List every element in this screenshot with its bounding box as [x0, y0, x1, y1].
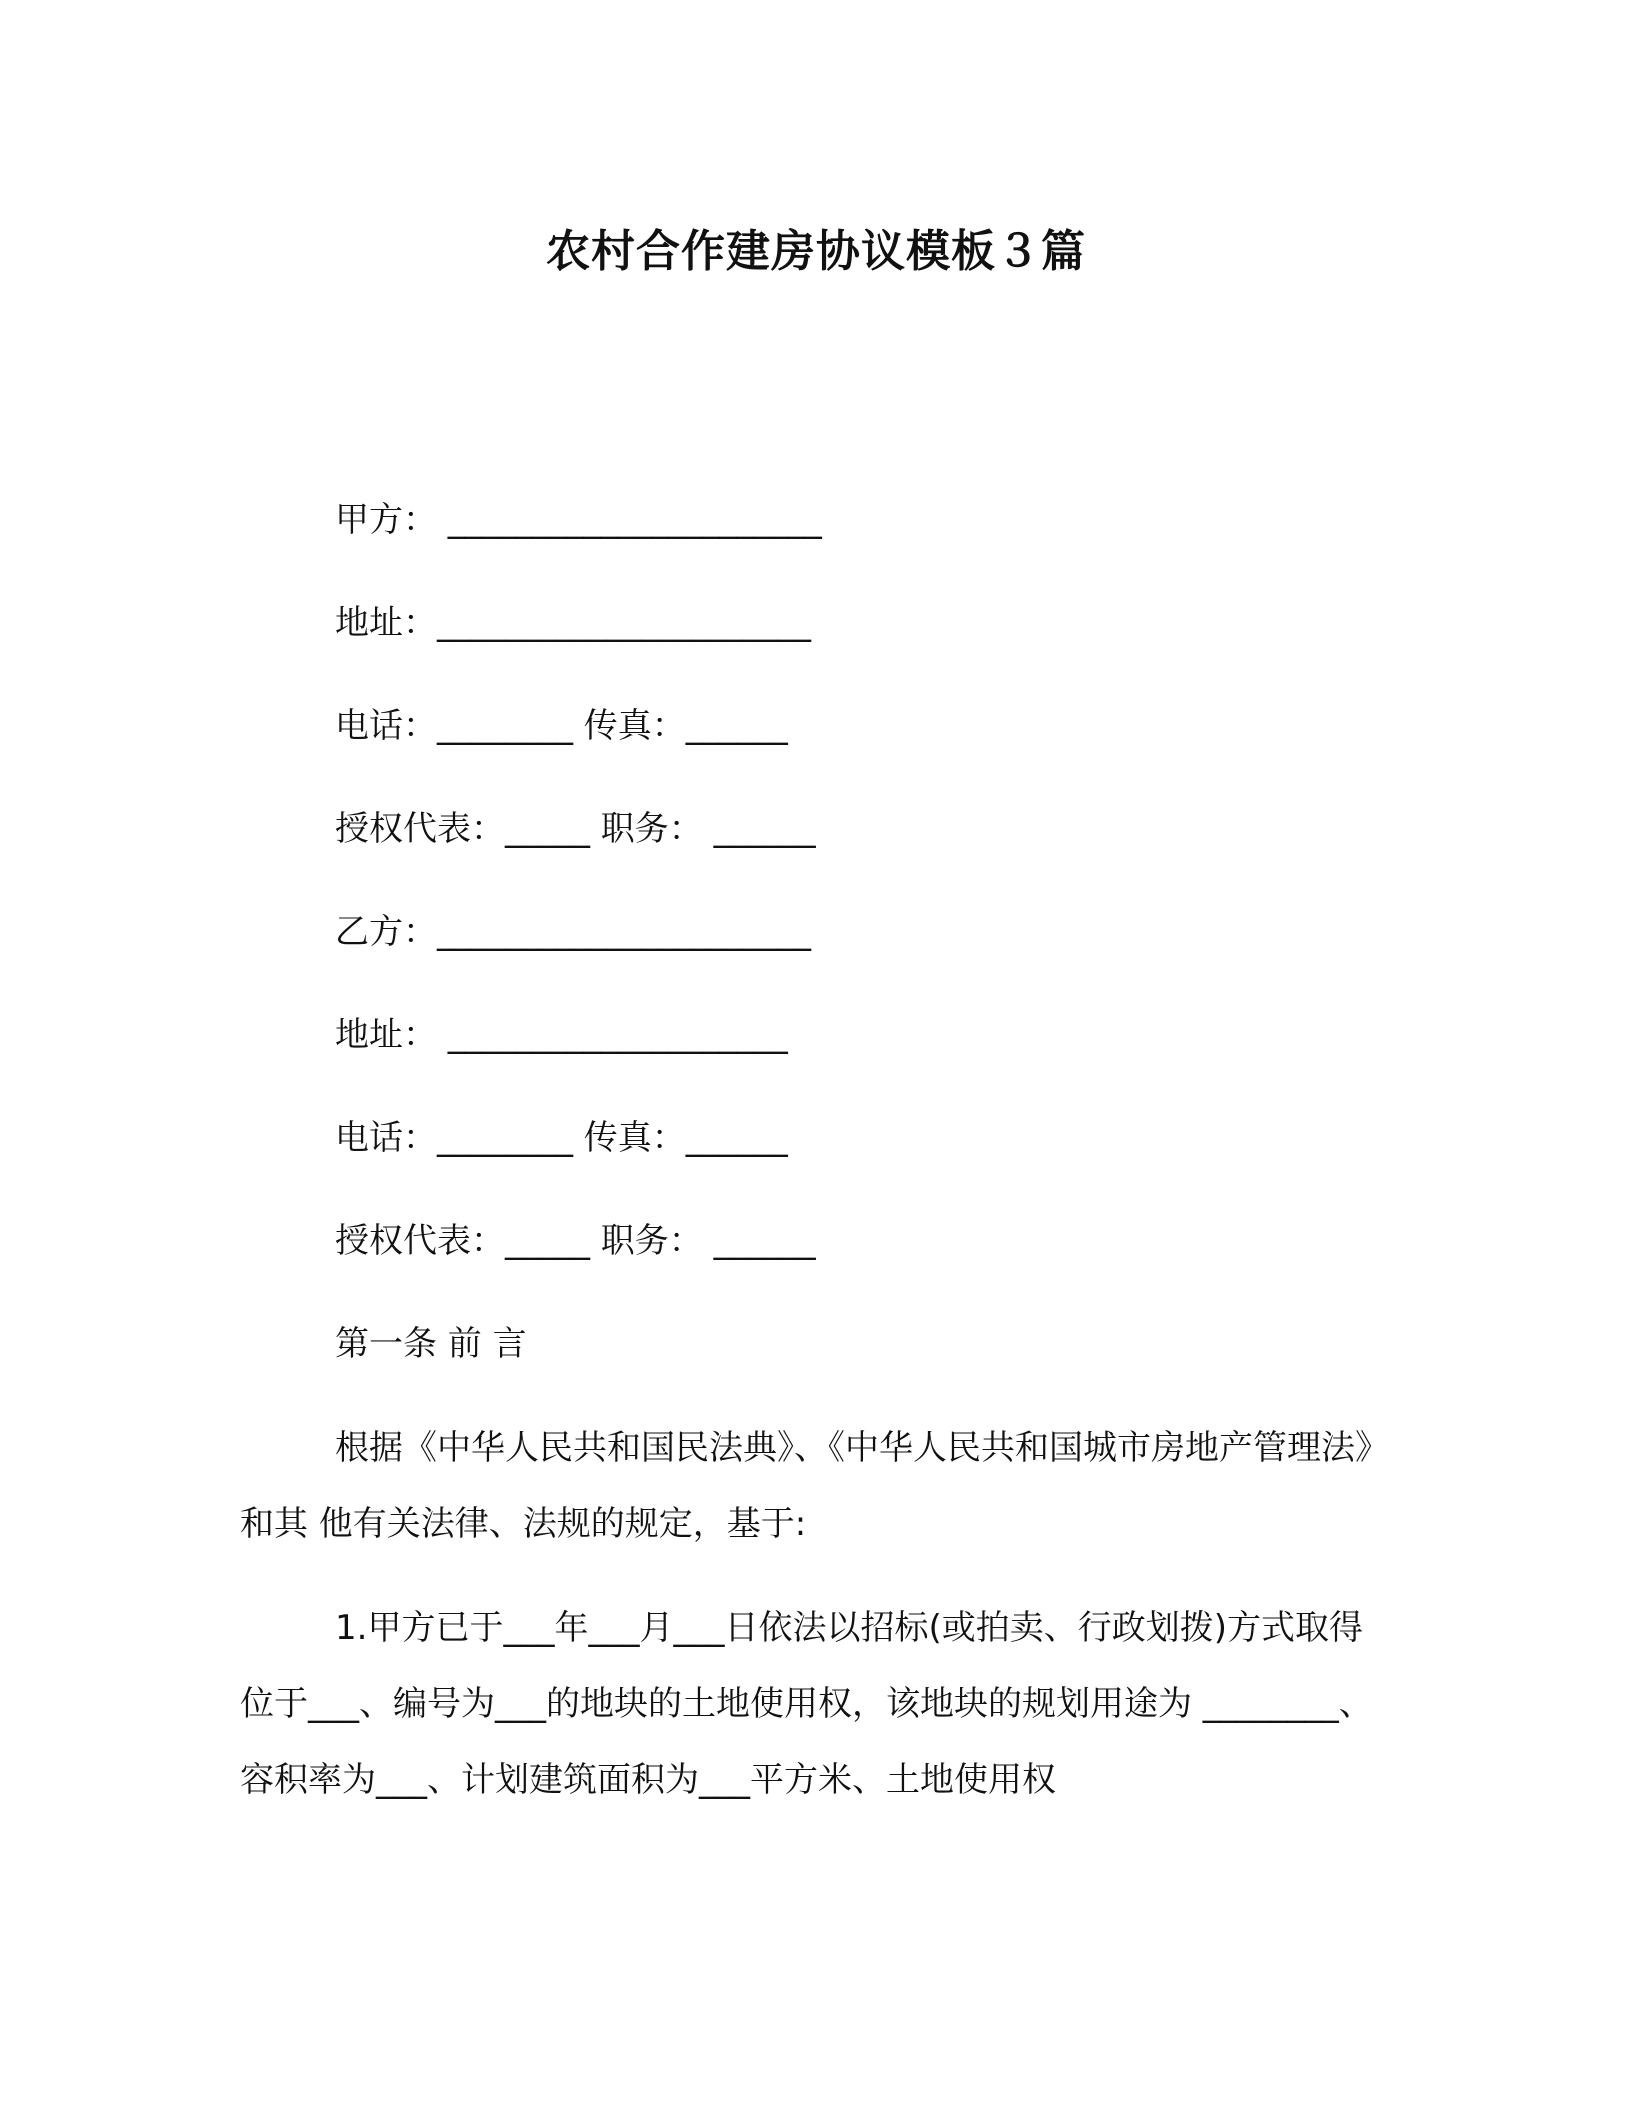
paragraph-preamble: 根据《中华人民共和国民法典》、《中华人民共和国城市房地产管理法》和其 他有关法律、法规的规定，基于:: [240, 1428, 1372, 1544]
party-b-address-field: 地址： ____________________: [335, 1015, 788, 1055]
party-b-representative-field: 授权代表：_____ 职务： ______: [335, 1221, 816, 1261]
party-b-phone-fax-field: 电话：________ 传真：______: [335, 1118, 788, 1158]
party-b-field: 乙方：______________________: [335, 912, 811, 952]
document-title: 农村合作建房协议模板３篇: [546, 226, 1086, 277]
party-a-field: 甲方： ______________________: [335, 500, 822, 540]
party-a-representative-field: 授权代表：_____ 职务： ______: [335, 809, 816, 849]
paragraph-clause-1: 1.甲方已于___年___月___日依法以招标(或拍卖、行政划拨)方式取得位于___、编号为___的地块的土地使用权，该地块的规划用途为 ________、容积率为___、计划建筑面积为___平方米、土地使用权: [240, 1608, 1373, 1800]
party-a-address-field: 地址：______________________: [335, 603, 811, 643]
section-heading: 第一条 前 言: [335, 1324, 527, 1364]
party-a-phone-fax-field: 电话：________ 传真：______: [335, 706, 788, 746]
